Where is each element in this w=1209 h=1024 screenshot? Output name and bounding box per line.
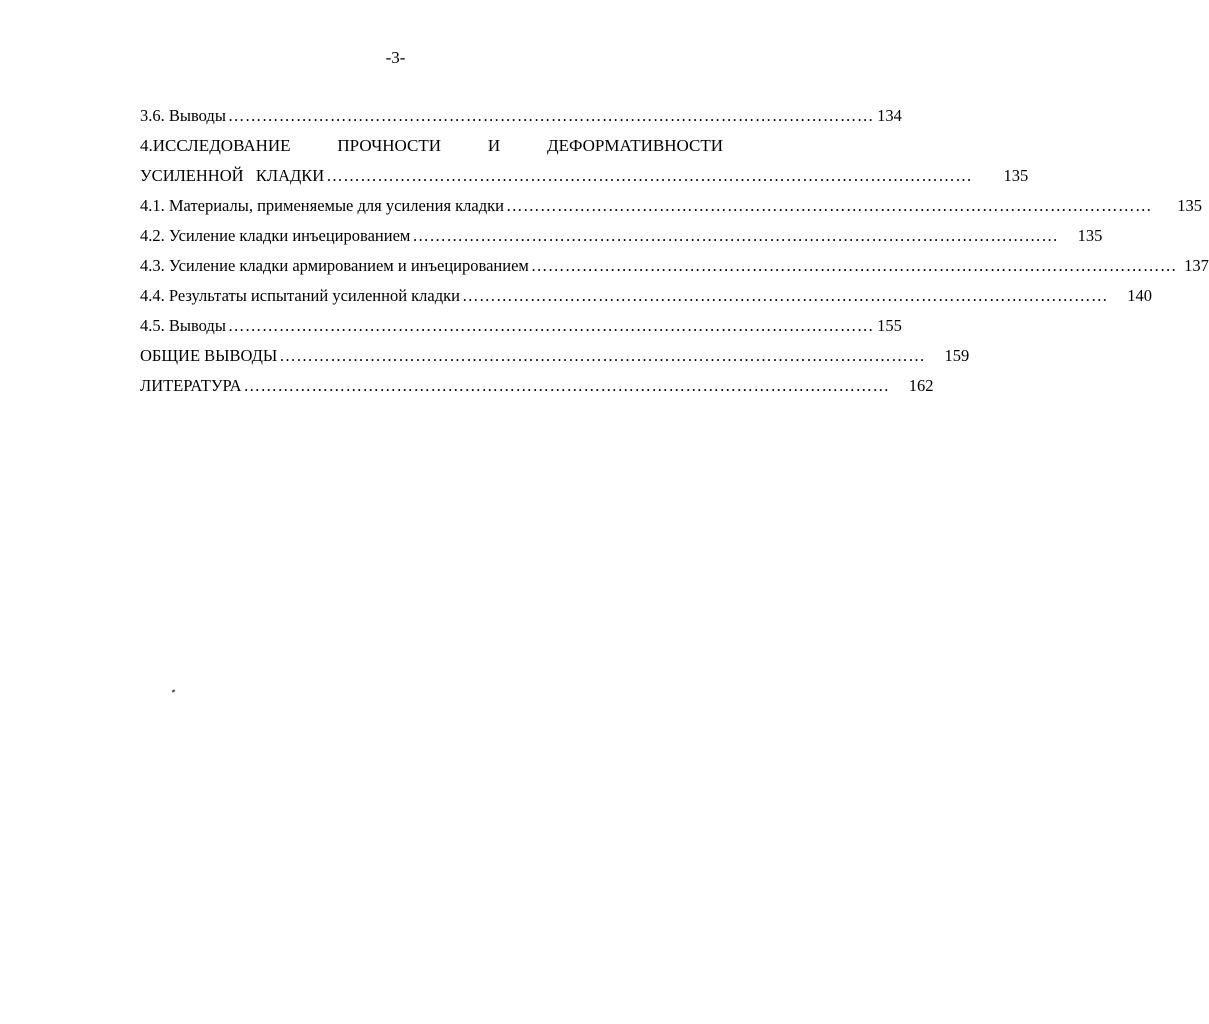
toc-entry-4-2 (140, 226, 1103, 256)
toc-leader-dots: …………………………………………………………………………………………………… (279, 346, 926, 365)
heading-word: 4.ИССЛЕДОВАНИЕ (140, 136, 291, 155)
toc-entry-page: 135 (1003, 166, 1029, 185)
toc-entry-4-1 (140, 196, 1202, 226)
toc-entry-4-5 (140, 316, 902, 346)
toc-entry-label: 4.2. Усиление кладки инъецированием (140, 226, 411, 245)
toc-leader-dots: …………………………………………………………………………………………………… (461, 286, 1108, 305)
toc-entry-page: 140 (1127, 286, 1152, 305)
toc-leader-dots: …………………………………………………………………………………………………… (530, 256, 1177, 275)
heading-word: И (487, 136, 501, 155)
toc-entry-label: УСИЛЕННОЙ КЛАДКИ (140, 166, 325, 185)
toc-entry-page: 159 (944, 346, 970, 365)
toc-entry-page: 137 (1184, 256, 1209, 275)
toc-entry-label: 4.1. Материалы, применяемые для усиления кладки (140, 196, 504, 215)
heading-word: ПРОЧНОСТИ (337, 136, 442, 155)
toc-entry-page: 155 (877, 316, 902, 335)
toc-entry-literature (140, 376, 934, 406)
toc-entry-label: 4.3. Усиление кладки армированием и инъецированием (140, 256, 529, 275)
toc-leader-dots: …………………………………………………………………………………………………… (412, 226, 1059, 245)
toc-entry-page: 162 (908, 376, 934, 395)
toc-entry-label: ЛИТЕРАТУРА (140, 376, 242, 395)
toc-entry-label: ОБЩИЕ ВЫВОДЫ (140, 346, 278, 365)
toc-entry-general-conclusions (140, 346, 970, 376)
toc-entry-label: 4.4. Результаты испытаний усиленной кладки (140, 286, 460, 305)
heading-word: ДЕФОРМАТИВНОСТИ (546, 136, 723, 155)
toc-entry-4-4 (140, 286, 1152, 316)
toc-entry-chapter-4 (140, 166, 1029, 196)
toc-leader-dots: …………………………………………………………………………………………………… (227, 316, 874, 335)
toc-leader-dots: …………………………………………………………………………………………………… (227, 106, 874, 125)
toc-leader-dots: …………………………………………………………………………………………………… (505, 196, 1152, 215)
table-of-contents (140, 106, 1209, 406)
toc-entry-page: 135 (1077, 226, 1103, 245)
stray-scan-mark (172, 689, 176, 692)
toc-entry-page: 135 (1177, 196, 1202, 215)
toc-entry-page: 134 (877, 106, 902, 125)
toc-chapter-4-heading (140, 136, 723, 166)
toc-entry-label: 4.5. Выводы (140, 316, 226, 335)
page-number: -3- (385, 48, 406, 67)
toc-entry-label: 3.6. Выводы (140, 106, 226, 125)
toc-leader-dots: …………………………………………………………………………………………………… (326, 166, 973, 185)
toc-entry-4-3 (140, 256, 1209, 286)
toc-entry-3-6 (140, 106, 902, 136)
toc-leader-dots: …………………………………………………………………………………………………… (243, 376, 890, 395)
